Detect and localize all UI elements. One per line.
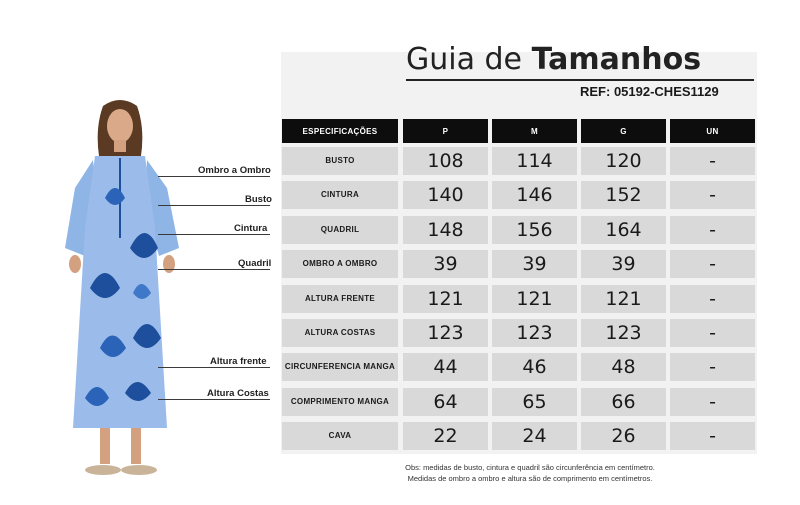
cell-spec: OMBRO A OMBRO [282,250,398,278]
measure-line-busto [158,205,270,206]
cell-m: 123 [492,319,577,347]
measure-label-busto: Busto [245,194,272,205]
footnote-line-1: Obs: medidas de busto, cintura e quadril são circunferência em centímetro. [405,463,655,472]
cell-p: 108 [403,147,488,175]
cell-un: - [670,422,755,450]
cell-m: 121 [492,285,577,313]
cell-p: 64 [403,388,488,416]
model-dress-illustration [45,98,195,483]
cell-g: 48 [581,353,666,381]
measure-line-cintura [158,234,270,235]
footnote [290,462,770,484]
cell-un: - [670,250,755,278]
cell-g: 120 [581,147,666,175]
cell-m: 24 [492,422,577,450]
cell-g: 39 [581,250,666,278]
cell-m: 156 [492,216,577,244]
title-underline [406,79,754,81]
header-p: P [403,119,488,143]
cell-g: 152 [581,181,666,209]
header-g: G [581,119,666,143]
cell-p: 123 [403,319,488,347]
cell-spec: ALTURA COSTAS [282,319,398,347]
cell-p: 22 [403,422,488,450]
model-figure [45,98,195,483]
cell-un: - [670,181,755,209]
cell-g: 123 [581,319,666,347]
measure-line-altura-costas [158,399,270,400]
header-un: UN [670,119,755,143]
cell-un: - [670,353,755,381]
measure-label-altura-frente: Altura frente [210,356,267,367]
cell-p: 148 [403,216,488,244]
cell-m: 46 [492,353,577,381]
cell-g: 26 [581,422,666,450]
cell-m: 65 [492,388,577,416]
cell-spec: ALTURA FRENTE [282,285,398,313]
cell-p: 44 [403,353,488,381]
cell-un: - [670,388,755,416]
measure-label-ombro: Ombro a Ombro [198,165,271,176]
cell-un: - [670,319,755,347]
cell-g: 121 [581,285,666,313]
reference-code: REF: 05192-CHES1129 [580,84,719,99]
cell-spec: QUADRIL [282,216,398,244]
title-light: Guia de [406,42,532,77]
measure-line-altura-frente [158,367,270,368]
cell-spec: CIRCUNFERENCIA MANGA [282,353,398,381]
measure-label-altura-costas: Altura Costas [207,388,269,399]
cell-g: 164 [581,216,666,244]
cell-p: 140 [403,181,488,209]
title-bold: Tamanhos [531,42,702,77]
measure-label-cintura: Cintura [234,223,268,234]
header-spec: ESPECIFICAÇÕES [282,119,398,143]
cell-m: 39 [492,250,577,278]
cell-spec: BUSTO [282,147,398,175]
cell-p: 121 [403,285,488,313]
cell-un: - [670,285,755,313]
page-title [406,42,756,78]
footnote-line-2: Medidas de ombro a ombro e altura são de comprimento em centímetros. [407,474,653,483]
cell-spec: COMPRIMENTO MANGA [282,388,398,416]
cell-un: - [670,147,755,175]
cell-un: - [670,216,755,244]
cell-m: 114 [492,147,577,175]
measure-label-quadril: Quadril [238,258,272,269]
measure-line-ombro [158,176,270,177]
measure-line-quadril [158,269,270,270]
cell-spec: CAVA [282,422,398,450]
cell-p: 39 [403,250,488,278]
cell-g: 66 [581,388,666,416]
header-m: M [492,119,577,143]
cell-m: 146 [492,181,577,209]
cell-spec: CINTURA [282,181,398,209]
